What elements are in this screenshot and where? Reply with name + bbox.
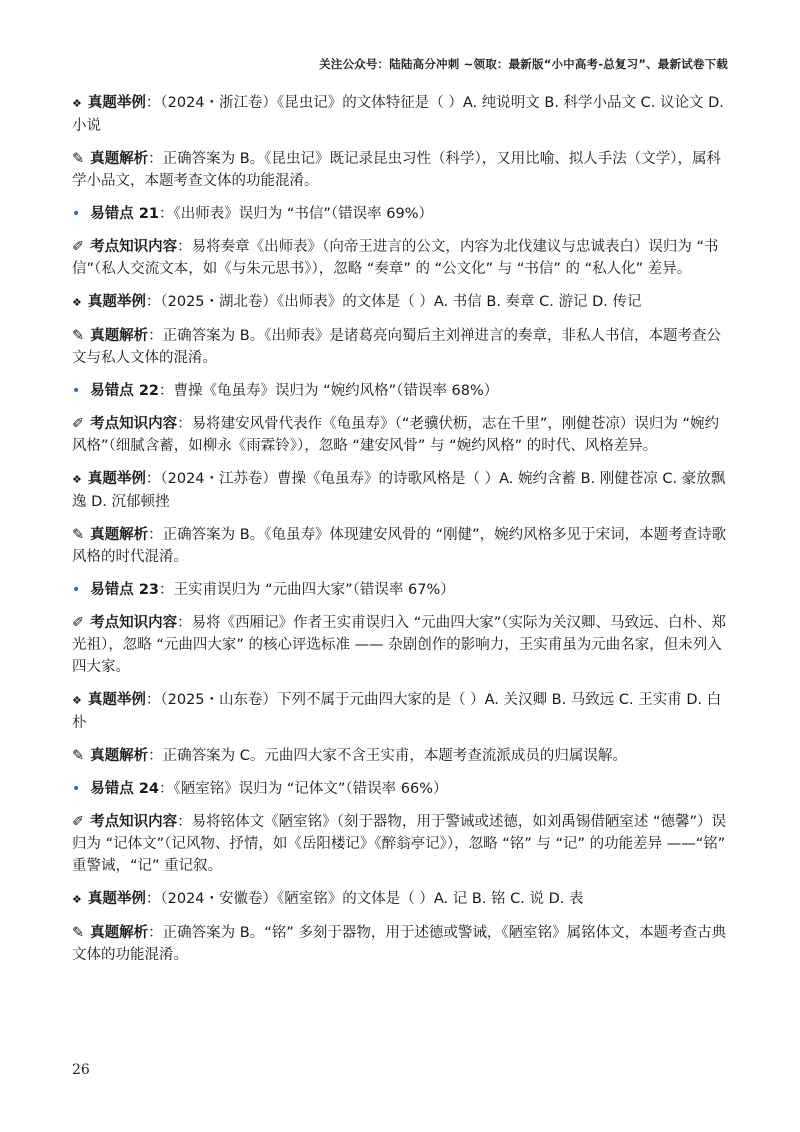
paragraph-label: 考点知识内容 <box>90 416 178 432</box>
paragraph <box>72 236 728 280</box>
label-separator: ： <box>159 582 174 598</box>
main-content <box>72 92 728 977</box>
pencil-icon: ✎ <box>72 328 85 344</box>
paragraph-label: 真题解析 <box>90 527 149 543</box>
label-separator: ： <box>145 294 161 310</box>
bullet-icon: • <box>72 781 81 797</box>
pencil-icon: ✐ <box>72 239 85 255</box>
bullet-icon: • <box>72 582 81 598</box>
paragraph-text: 《陋室铭》误归为 “记体文”（错误率 66%） <box>173 781 448 797</box>
pencil-icon: ✐ <box>72 416 85 432</box>
paragraph-label: 易错点 22 <box>90 383 159 399</box>
bullet-icon: • <box>72 383 81 399</box>
paragraph-text: 正确答案为 B。《出师表》是诸葛亮向蜀后主刘禅进言的奏章，非私人书信，本题考查公文与私人文体的混淆。 <box>72 328 721 366</box>
paragraph-text: 王实甫误归为 “元曲四大家”（错误率 67%） <box>173 582 455 598</box>
paragraph-text: 易将《西厢记》作者王实甫误归入 “元曲四大家”（实际为关汉卿、马致远、白朴、郑光祖），忽略 “元曲四大家” 的核心评选标准 —— 杂剧创作的影响力，王实甫虽为元曲名家，但未列入四大家。 <box>72 615 727 675</box>
paragraph <box>72 148 728 192</box>
paragraph-label: 易错点 23 <box>90 582 159 598</box>
paragraph-label: 真题举例 <box>87 692 146 708</box>
pencil-icon: ✎ <box>72 748 85 764</box>
label-separator: ： <box>177 416 192 432</box>
paragraph-text: 易将铭体文《陋室铭》（刻于器物，用于警诫或述德，如刘禹锡借陋室述 “德馨”）误归为 “记体文”（记风物、抒情，如《岳阳楼记》《醉翁亭记》），忽略 “铭” 与 “记” 的功能差异 ——“铭” 重警诫，“记” 重记叙。 <box>72 814 727 874</box>
paragraph <box>72 468 728 513</box>
page-number: 26 <box>72 1062 90 1078</box>
label-separator: ： <box>148 748 163 764</box>
paragraph <box>72 413 728 457</box>
label-separator: ： <box>145 891 161 907</box>
paragraph-text: （2024・江苏卷）曹操《龟虽寿》的诗歌风格是（ ）A. 婉约含蓄 B. 刚健苍凉 C. 豪放飘逸 D. 沉郁顿挫 <box>72 471 726 510</box>
paragraph-label: 真题举例 <box>87 294 146 310</box>
label-separator: ： <box>148 328 163 344</box>
paragraph-text: 曹操《龟虽寿》误归为 “婉约风格”（错误率 68%） <box>173 383 499 399</box>
paragraph-text: 正确答案为 B。《昆虫记》既记录昆虫习性（科学），又用比喻、拟人手法（文学），属科学小品文，本题考查文体的功能混淆。 <box>72 151 721 189</box>
pencil-icon: ✎ <box>72 925 85 941</box>
paragraph <box>72 778 728 800</box>
label-separator: ： <box>177 814 192 830</box>
paragraph-text: （2025・湖北卷）《出师表》的文体是（ ）A. 书信 B. 奏章 C. 游记 D. 传记 <box>160 294 642 310</box>
paragraph-text: 正确答案为 B。《龟虽寿》体现建安风骨的 “刚健”，婉约风格多见于宋词，本题考查诗歌风格的时代混淆。 <box>72 527 727 565</box>
paragraph <box>72 325 728 369</box>
paragraph <box>72 689 728 734</box>
paragraph-text: （2025・山东卷）下列不属于元曲四大家的是（ ）A. 关汉卿 B. 马致远 C. 王实甫 D. 白朴 <box>72 692 722 731</box>
paragraph-text: （2024・安徽卷）《陋室铭》的文体是（ ）A. 记 B. 铭 C. 说 D. 表 <box>160 891 584 907</box>
paragraph <box>72 579 728 601</box>
paragraph <box>72 811 728 877</box>
diamond-icon: ❖ <box>72 296 82 309</box>
paragraph-label: 考点知识内容 <box>90 814 178 830</box>
paragraph <box>72 92 728 137</box>
paragraph <box>72 745 728 767</box>
label-separator: ： <box>177 239 192 255</box>
label-separator: ： <box>159 206 174 222</box>
diamond-icon: ❖ <box>72 473 82 486</box>
pencil-icon: ✐ <box>72 814 85 830</box>
label-separator: ： <box>145 692 161 708</box>
diamond-icon: ❖ <box>72 893 82 906</box>
label-separator: ： <box>159 383 174 399</box>
paragraph-label: 考点知识内容 <box>90 239 178 255</box>
paragraph-text: 正确答案为 C。元曲四大家不含王实甫，本题考查流派成员的归属误解。 <box>162 748 627 764</box>
pencil-icon: ✐ <box>72 615 85 631</box>
label-separator: ： <box>145 471 161 487</box>
paragraph <box>72 612 728 678</box>
paragraph <box>72 291 728 314</box>
paragraph-label: 真题解析 <box>90 748 149 764</box>
label-separator: ： <box>177 615 192 631</box>
paragraph-text: 正确答案为 B。“铭” 多刻于器物，用于述德或警诫，《陋室铭》属铭体文，本题考查古典文体的功能混淆。 <box>72 925 727 963</box>
label-separator: ： <box>148 151 163 167</box>
paragraph-label: 易错点 24 <box>90 781 159 797</box>
page-header: 关注公众号：陆陆高分冲刺 ~领取：最新版“小中高考-总复习”、最新试卷下载 <box>319 57 728 71</box>
paragraph <box>72 524 728 568</box>
label-separator: ： <box>159 781 174 797</box>
bullet-icon: • <box>72 206 81 222</box>
paragraph-label: 真题举例 <box>87 95 146 111</box>
paragraph <box>72 922 728 966</box>
paragraph-label: 真题解析 <box>90 925 149 941</box>
paragraph-label: 真题举例 <box>87 471 146 487</box>
paragraph <box>72 203 728 225</box>
paragraph <box>72 380 728 402</box>
label-separator: ： <box>145 95 161 111</box>
label-separator: ： <box>148 925 163 941</box>
paragraph-label: 真题解析 <box>90 328 149 344</box>
paragraph-label: 真题解析 <box>90 151 149 167</box>
paragraph <box>72 888 728 911</box>
pencil-icon: ✎ <box>72 151 85 167</box>
pencil-icon: ✎ <box>72 527 85 543</box>
paragraph-label: 考点知识内容 <box>90 615 178 631</box>
diamond-icon: ❖ <box>72 97 82 110</box>
paragraph-text: 《出师表》误归为 “书信”（错误率 69%） <box>173 206 433 222</box>
paragraph-text: 易将奏章《出师表》（向帝王进言的公文，内容为北伐建议与忠诚表白）误归为 “书信”（私人交流文本，如《与朱元思书》），忽略 “奏章” 的 “公文化” 与 “书信” 的 “私人化” 差异。 <box>72 239 719 277</box>
paragraph-text: （2024・浙江卷）《昆虫记》的文体特征是（ ）A. 纯说明文 B. 科学小品文 C. 议论文 D. 小说 <box>72 95 724 134</box>
diamond-icon: ❖ <box>72 694 82 707</box>
paragraph-label: 真题举例 <box>87 891 146 907</box>
paragraph-label: 易错点 21 <box>90 206 159 222</box>
label-separator: ： <box>148 527 163 543</box>
paragraph-text: 易将建安风骨代表作《龟虽寿》（“老骥伏枥，志在千里”，刚健苍凉）误归为 “婉约风格”（细腻含蓄，如柳永《雨霖铃》），忽略 “建安风骨” 与 “婉约风格” 的时代、风格差异。 <box>72 416 720 454</box>
